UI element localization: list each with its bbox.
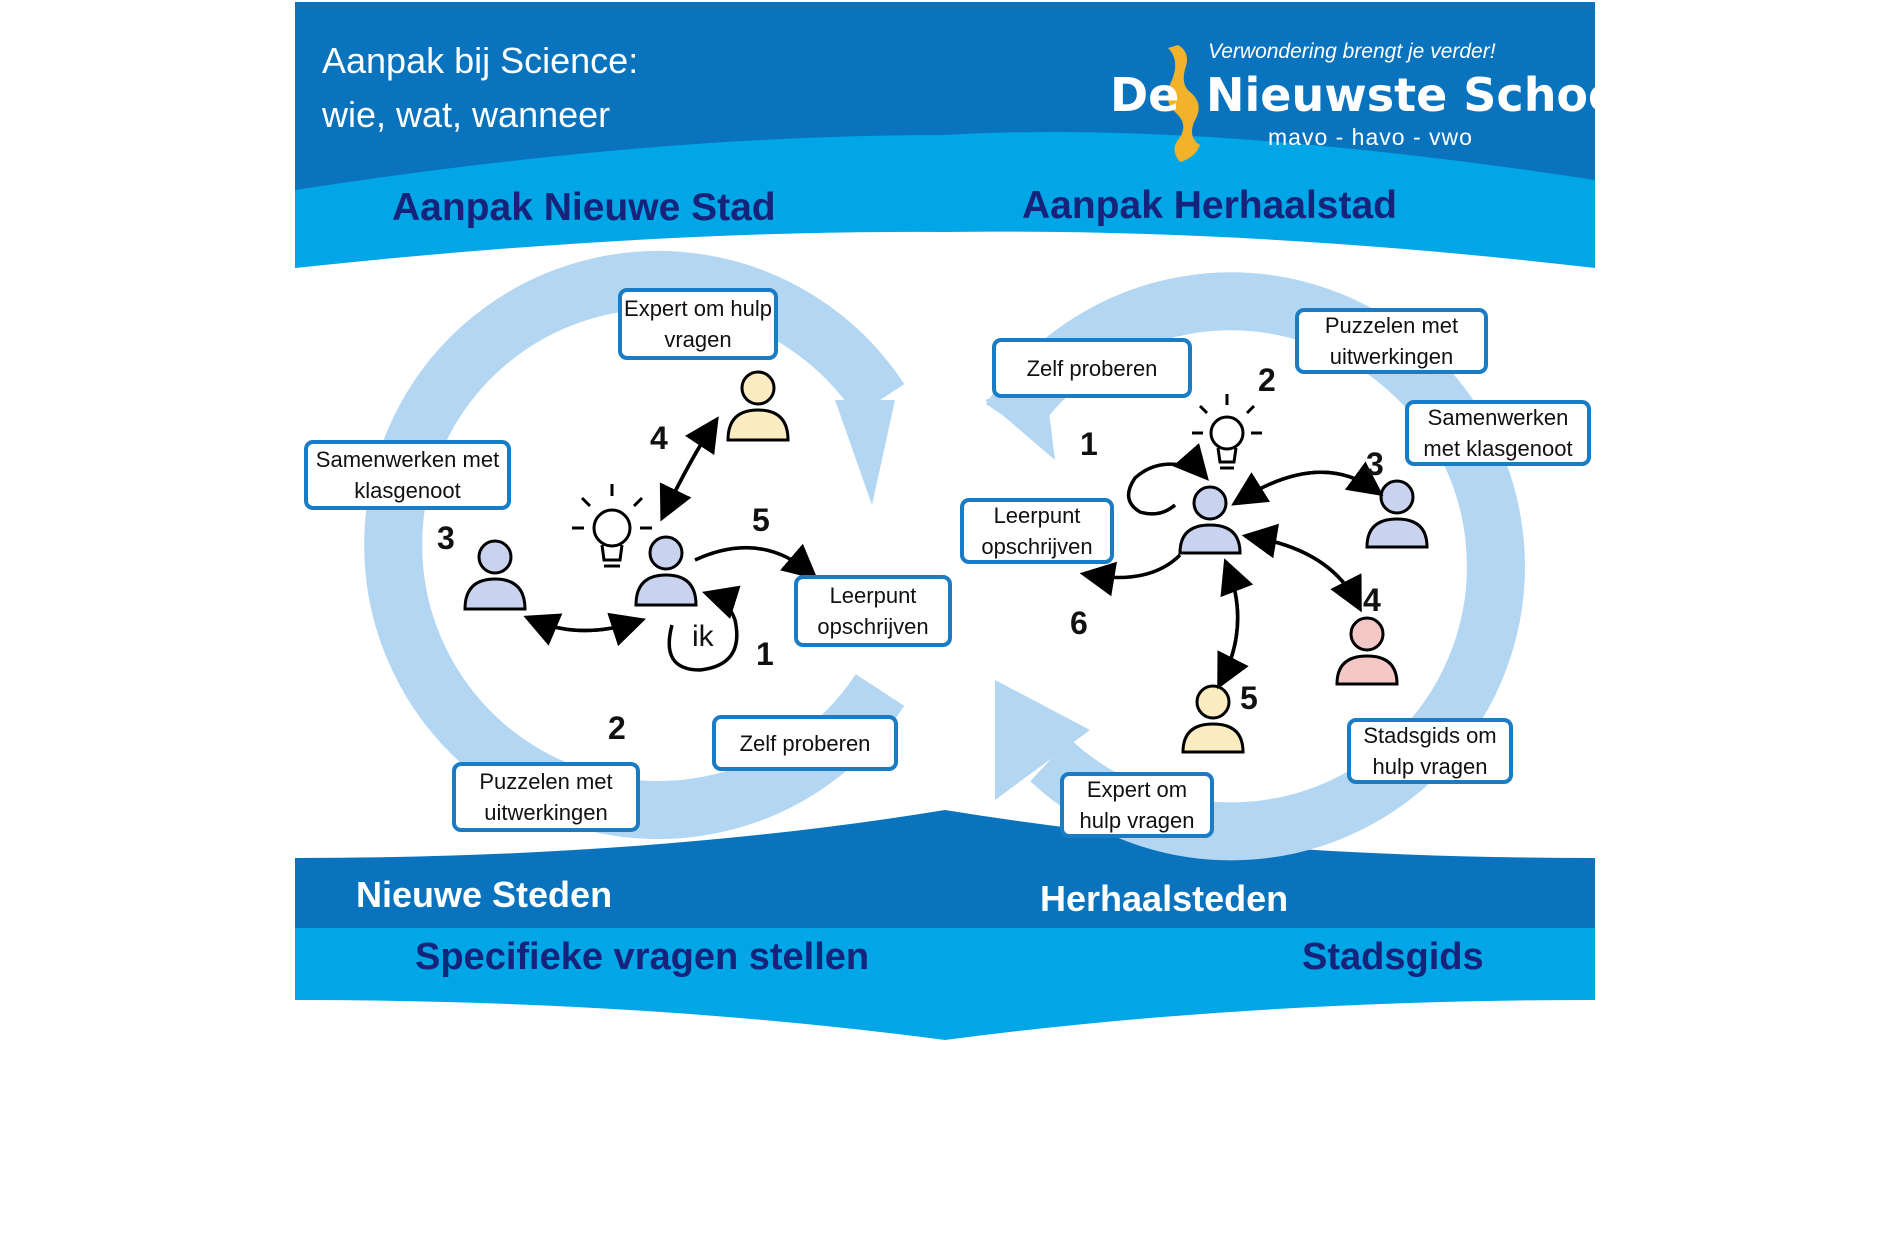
left-step-3: 3 (437, 520, 455, 556)
right-step-3: 3 (1366, 446, 1384, 482)
left-step-4: 4 (650, 420, 668, 456)
right-zelf-proberen-box: Zelf proberen (992, 338, 1192, 398)
logo-name-left: De (1110, 68, 1180, 122)
right-leerpunt-box: Leerpunt opschrijven (960, 498, 1114, 564)
left-expert-box: Expert om hulp vragen (618, 288, 778, 360)
right-step-4: 4 (1363, 582, 1381, 618)
right-step-2: 2 (1258, 362, 1276, 398)
right-arrows (1090, 460, 1375, 680)
left-step-2: 2 (608, 710, 626, 746)
right-step-5: 5 (1240, 680, 1258, 716)
person-icon-ik-right (1180, 487, 1240, 553)
band-subtitle-right: Stadsgids (1302, 936, 1484, 978)
right-expert-box: Expert om hulp vragen (1060, 772, 1214, 838)
left-step-5: 5 (752, 502, 770, 538)
lightbulb-icon-right (1192, 394, 1262, 468)
band-title-left: Nieuwe Steden (356, 874, 613, 915)
left-leerpunt-box: Leerpunt opschrijven (794, 575, 952, 647)
right-step-6: 6 (1070, 605, 1088, 641)
person-icon-stadsgids (1337, 618, 1397, 684)
person-icon-klasgenoot-right (1367, 481, 1427, 547)
person-icon-expert (728, 372, 788, 440)
person-icon-ik (636, 537, 696, 605)
band-subtitle-left: Specifieke vragen stellen (415, 936, 870, 978)
ik-label: ik (692, 620, 714, 653)
band-title-right: Herhaalsteden (1040, 878, 1289, 919)
right-stadsgids-box: Stadsgids om hulp vragen (1347, 718, 1513, 784)
logo-name-right: Nieuwste School (1206, 68, 1636, 122)
header-title-line2: wie, wat, wanneer (322, 94, 611, 135)
person-icon-klasgenoot (465, 541, 525, 609)
left-step-1: 1 (756, 636, 774, 672)
section-title-left: Aanpak Nieuwe Stad (392, 186, 776, 229)
header-title-line1: Aanpak bij Science: (322, 40, 639, 81)
section-title-right: Aanpak Herhaalstad (1022, 184, 1397, 227)
right-puzzelen-box: Puzzelen met uitwerkingen (1295, 308, 1488, 374)
right-samenwerken-box: Samenwerken met klasgenoot (1405, 400, 1591, 466)
logo-tagline: Verwondering brengt je verder! (1208, 40, 1496, 63)
left-puzzelen-box: Puzzelen met uitwerkingen (452, 762, 640, 832)
left-samenwerken-box: Samenwerken met klasgenoot (304, 440, 511, 510)
person-icon-expert-right (1183, 686, 1243, 752)
left-zelf-proberen-box: Zelf proberen (712, 715, 898, 771)
right-step-1: 1 (1080, 426, 1098, 462)
bottom-bands (295, 810, 1595, 1040)
logo-levels: mavo - havo - vwo (1268, 124, 1473, 150)
lightbulb-icon (572, 484, 652, 566)
